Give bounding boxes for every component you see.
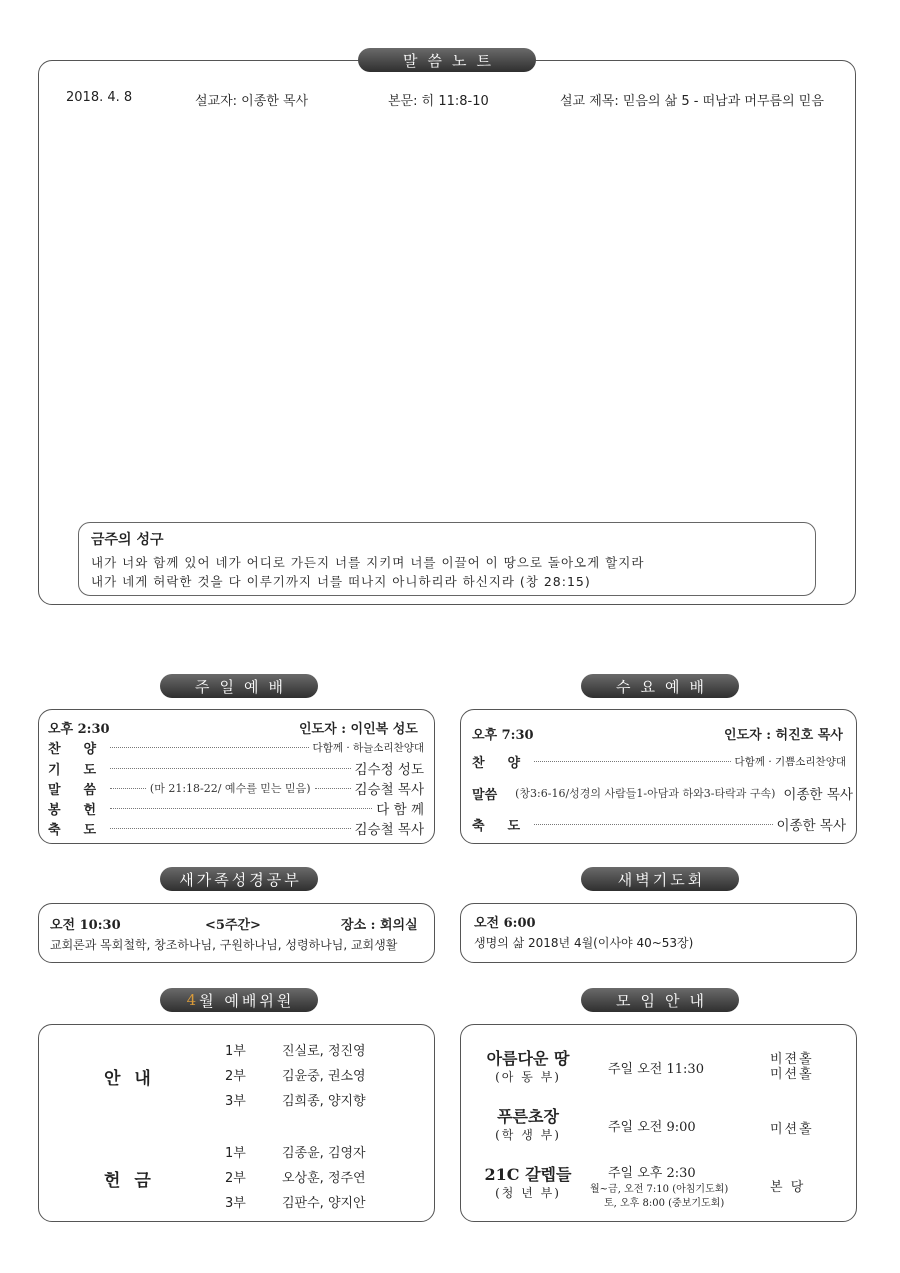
- weekly-verse-line: 내가 네게 허락한 것을 다 이루기까지 너를 떠나지 아니하리라 하신지라 (창 28:15): [91, 574, 591, 589]
- program-label-char: 찬: [472, 756, 485, 771]
- program-row: [472, 783, 853, 803]
- meeting-extra: 월~금, 오전 7:10 (아침기도회): [590, 1184, 729, 1195]
- meeting-name: 푸른초장: [497, 1107, 559, 1126]
- weekly-verse-box: [78, 522, 816, 596]
- family-study-time: 오전 10:30: [50, 918, 121, 933]
- program-label: [48, 779, 106, 798]
- sermon-title: 설교 제목: 믿음의 삶 5 - 떠남과 머무름의 믿음: [560, 94, 824, 109]
- meeting-extra: 토, 오후 8:00 (중보기도회): [604, 1198, 725, 1209]
- committee-part: 1부: [225, 1044, 246, 1059]
- committee-names: 김판수, 양지안: [282, 1196, 366, 1211]
- leader-dots: [110, 747, 309, 748]
- weekly-verse-title: 금주의 성구: [91, 532, 164, 548]
- committee-names: 김윤중, 권소영: [282, 1069, 366, 1084]
- meeting-time: 주일 오후 2:30: [608, 1166, 696, 1181]
- program-person: 김승철 목사: [354, 782, 425, 798]
- committee-names: 김종윤, 김영자: [282, 1146, 366, 1161]
- committee-title: [160, 988, 318, 1012]
- meeting-place: 본 당: [770, 1180, 806, 1195]
- leader-dots: [315, 788, 351, 789]
- wednesday-worship-title: 수요예배: [581, 674, 739, 698]
- committee-part: 1부: [225, 1146, 246, 1161]
- program-person: 이종한 목사: [783, 787, 853, 803]
- committee-month: 4: [186, 991, 200, 1009]
- family-study-title: 새가족성경공부: [160, 867, 318, 891]
- sermon-passage: 본문: 히 11:8-10: [388, 94, 489, 109]
- committee-names: 진실로, 정진영: [282, 1044, 366, 1059]
- program-row: [48, 798, 424, 818]
- program-label-char: 도: [83, 762, 96, 778]
- leader-dots: [110, 828, 351, 829]
- program-label-char: 축: [472, 818, 485, 834]
- meeting-dept: (청 년 부): [495, 1186, 561, 1200]
- sunday-leader: 인도자 : 이인복 성도: [299, 722, 418, 737]
- program-label-char: 축: [48, 822, 61, 838]
- program-label-char: 씀: [83, 782, 96, 798]
- program-row: [472, 814, 846, 834]
- family-study-topics: 교회론과 목회철학, 창조하나님, 구원하나님, 성령하나님, 교회생활: [50, 938, 398, 952]
- program-person: 이종한 목사: [776, 818, 846, 834]
- wednesday-leader: 인도자 : 허진호 목사: [724, 728, 843, 743]
- program-row: [48, 738, 424, 757]
- family-study-box: [38, 903, 435, 963]
- leader-dots: [534, 761, 731, 762]
- program-row: [472, 752, 846, 771]
- meeting-place: 미션홀: [770, 1122, 814, 1137]
- sermon-note-title: 말씀노트: [358, 48, 536, 72]
- program-label: [472, 752, 530, 771]
- program-label-char: 말: [48, 782, 61, 798]
- dawn-prayer-title: 새벽기도회: [581, 867, 739, 891]
- program-note: (마 21:18-22/ 예수를 믿는 믿음): [149, 782, 311, 795]
- committee-part: 3부: [225, 1094, 246, 1109]
- program-person: 다함께 · 하늘소리찬양대: [312, 742, 424, 754]
- program-label: [48, 738, 106, 757]
- meeting-time: 주일 오전 11:30: [608, 1062, 704, 1077]
- meeting-time: 주일 오전 9:00: [608, 1120, 696, 1135]
- program-person: 김수정 성도: [354, 762, 424, 778]
- program-row: [48, 778, 424, 798]
- committee-names: 김희종, 양지향: [282, 1094, 366, 1109]
- committee-part: 2부: [225, 1069, 246, 1084]
- committee-names: 오상훈, 정주연: [282, 1171, 366, 1186]
- program-label: [48, 759, 106, 778]
- sunday-time: 오후 2:30: [48, 722, 110, 737]
- sermon-date: 2018. 4. 8: [66, 90, 133, 105]
- sermon-preacher: 설교자: 이종한 목사: [195, 94, 309, 109]
- program-label-char: 양: [83, 742, 96, 757]
- meeting-name: 21C 갈렙들: [484, 1165, 572, 1184]
- program-person: 김승철 목사: [354, 822, 424, 838]
- program-label-char: 헌: [83, 802, 96, 818]
- program-label-char: 씀: [484, 787, 498, 803]
- program-row: [48, 758, 424, 778]
- sunday-worship-title: 주일예배: [160, 674, 318, 698]
- family-study-place: 장소 : 회의실: [341, 918, 418, 933]
- meeting-dept: (학 생 부): [495, 1128, 561, 1142]
- program-note: (창3:6-16/성경의 사람들1-아담과 하와3-타락과 구속): [515, 787, 776, 800]
- weekly-verse-line: 내가 너와 함께 있어 네가 어디로 가든지 너를 지키며 너를 이끌어 이 땅으로 돌아오게 할지라: [91, 555, 645, 570]
- family-study-weeks: <5주간>: [205, 918, 261, 933]
- committee-group-name: 안 내: [104, 1069, 155, 1089]
- committee-title-text: 월 예배위원: [199, 991, 295, 1010]
- program-label: [48, 799, 106, 818]
- wednesday-time: 오후 7:30: [472, 728, 534, 743]
- leader-dots: [110, 768, 351, 769]
- committee-group-name: 헌 금: [104, 1171, 155, 1191]
- program-label-char: 기: [48, 762, 61, 778]
- leader-dots: [110, 788, 146, 789]
- program-label-char: 도: [83, 822, 96, 838]
- program-label: [48, 819, 106, 838]
- committee-part: 2부: [225, 1171, 246, 1186]
- dawn-prayer-desc: 생명의 삶 2018년 4월(이사야 40~53장): [474, 936, 694, 950]
- program-label-char: 양: [507, 756, 520, 771]
- program-label-char: 도: [507, 818, 520, 834]
- meeting-place: 미션홀: [770, 1067, 814, 1082]
- meetings-title: 모임안내: [581, 988, 739, 1012]
- leader-dots: [110, 808, 372, 809]
- dawn-prayer-time: 오전 6:00: [474, 916, 536, 931]
- leader-dots: [534, 824, 773, 825]
- program-person: 다함께 · 기쁨소리찬양대: [734, 756, 846, 768]
- meeting-dept: (아 동 부): [495, 1070, 561, 1084]
- program-row: [48, 818, 424, 838]
- committee-part: 3부: [225, 1196, 246, 1211]
- meeting-place: 비젼홀: [770, 1052, 814, 1067]
- program-label-char: 말: [472, 787, 485, 803]
- program-label-char: 찬: [48, 742, 61, 757]
- program-label: [472, 815, 530, 834]
- program-label-char: 봉: [48, 802, 61, 818]
- meeting-name: 아름다운 땅: [486, 1049, 570, 1068]
- program-person: 다 함 께: [376, 802, 424, 818]
- program-label: [472, 784, 507, 803]
